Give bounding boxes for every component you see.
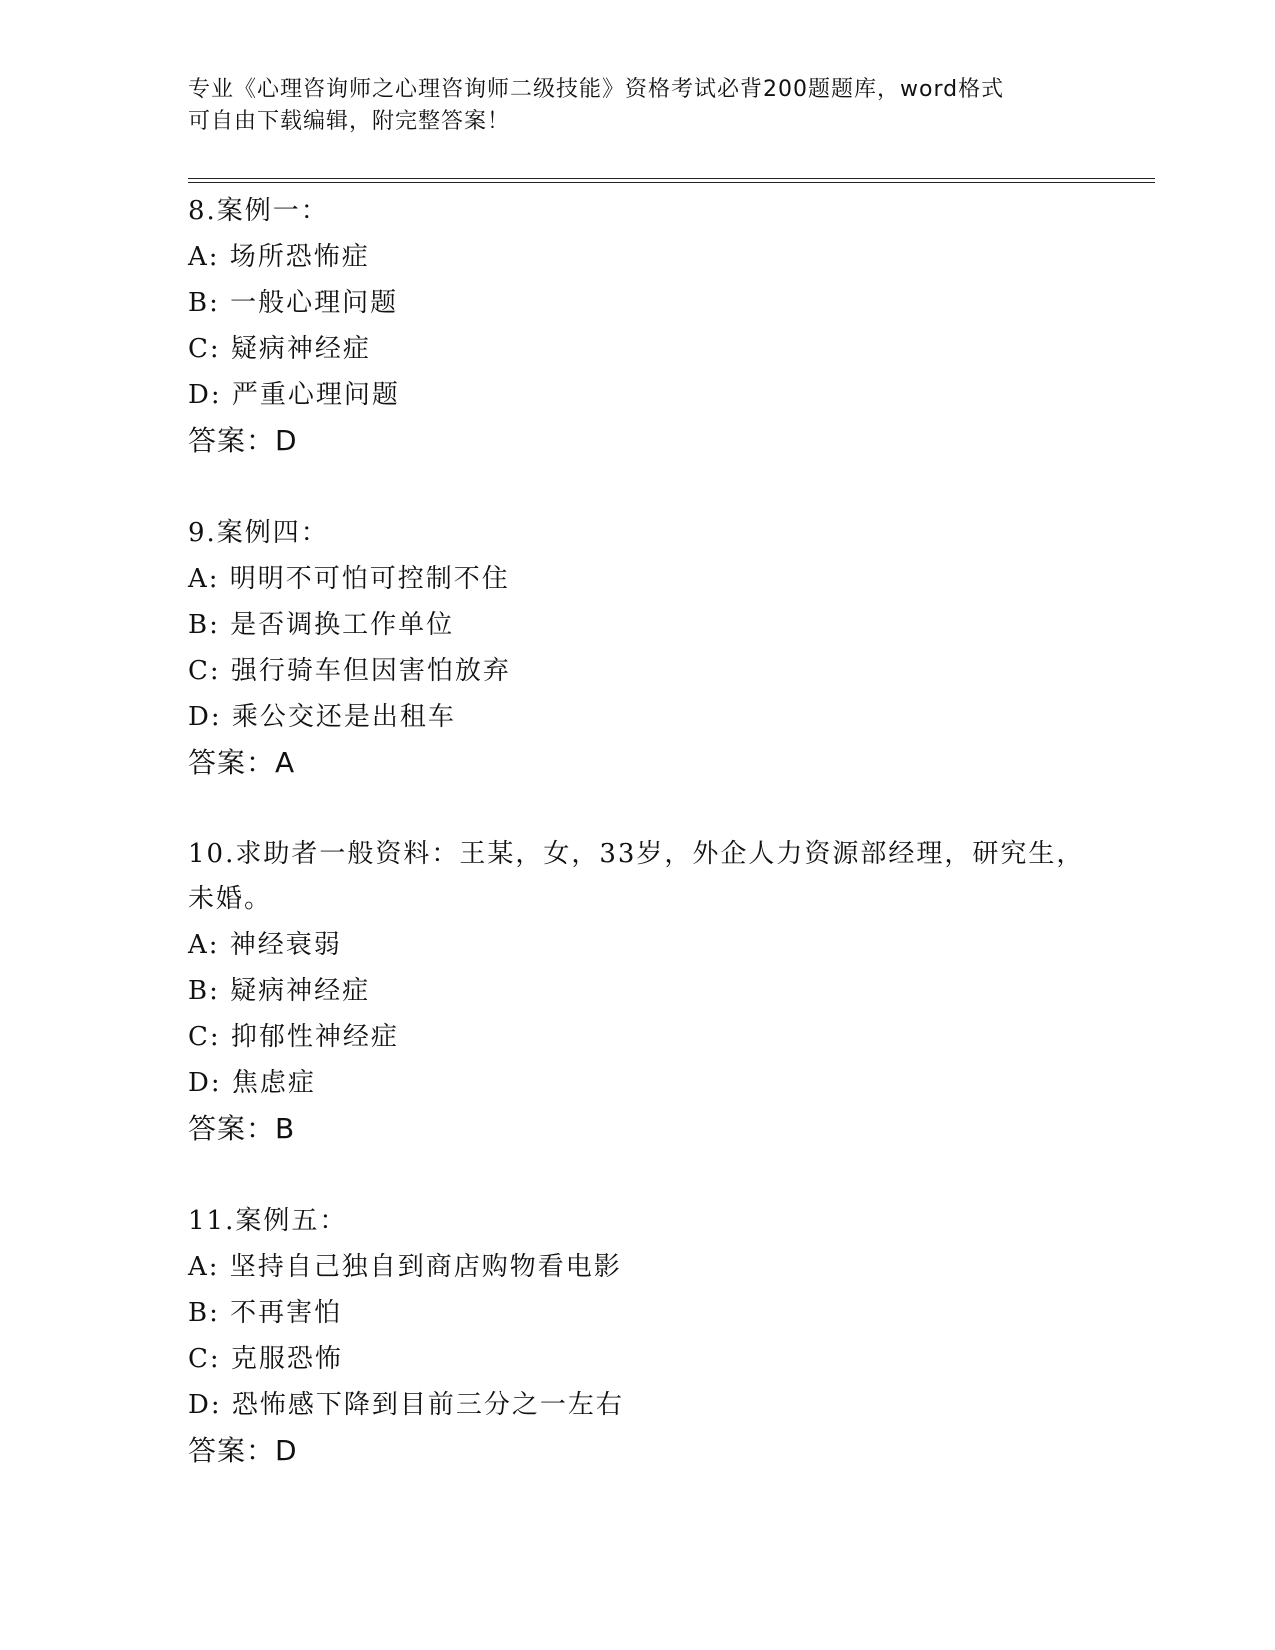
option-b: B: 不再害怕	[188, 1298, 343, 1328]
question-list	[188, 188, 1108, 1520]
option-c: C: 抑郁性神经症	[188, 1022, 399, 1052]
option-c: C: 克服恐怖	[188, 1344, 343, 1374]
header-line-1: 专业《心理咨询师之心理咨询师二级技能》资格考试必背200题题库，word格式	[188, 77, 1005, 102]
header-divider	[188, 178, 1155, 183]
answer: 答案：B	[188, 1112, 296, 1145]
option-c: C: 强行骑车但因害怕放弃	[188, 656, 511, 686]
option-a: A: 明明不可怕可控制不住	[188, 564, 510, 594]
option-b: B: 是否调换工作单位	[188, 610, 455, 640]
answer: 答案：D	[188, 1434, 298, 1467]
header-line-2: 可自由下载编辑，附完整答案！	[188, 109, 511, 134]
answer: 答案：A	[188, 746, 296, 779]
question-11	[188, 1198, 1108, 1474]
option-b: B: 疑病神经症	[188, 976, 371, 1006]
question-title: 11.案例五：	[188, 1206, 348, 1236]
question-title: 8.案例一：	[188, 196, 329, 226]
option-a: A: 坚持自己独自到商店购物看电影	[188, 1252, 622, 1282]
document-header	[188, 74, 1088, 138]
option-b: B: 一般心理问题	[188, 288, 399, 318]
option-c: C: 疑病神经症	[188, 334, 371, 364]
option-a: A: 场所恐怖症	[188, 242, 370, 272]
option-a: A: 神经衰弱	[188, 930, 342, 960]
question-10	[188, 832, 1108, 1152]
option-d: D: 乘公交还是出租车	[188, 702, 456, 732]
option-d: D: 严重心理问题	[188, 380, 400, 410]
option-d: D: 恐怖感下降到目前三分之一左右	[188, 1390, 624, 1420]
question-8	[188, 188, 1108, 464]
question-title: 10.求助者一般资料：王某，女，33岁，外企人力资源部经理，研究生，未婚。	[188, 839, 1085, 914]
question-9	[188, 510, 1108, 786]
question-title: 9.案例四：	[188, 518, 329, 548]
answer: 答案：D	[188, 424, 298, 457]
option-d: D: 焦虑症	[188, 1068, 316, 1098]
